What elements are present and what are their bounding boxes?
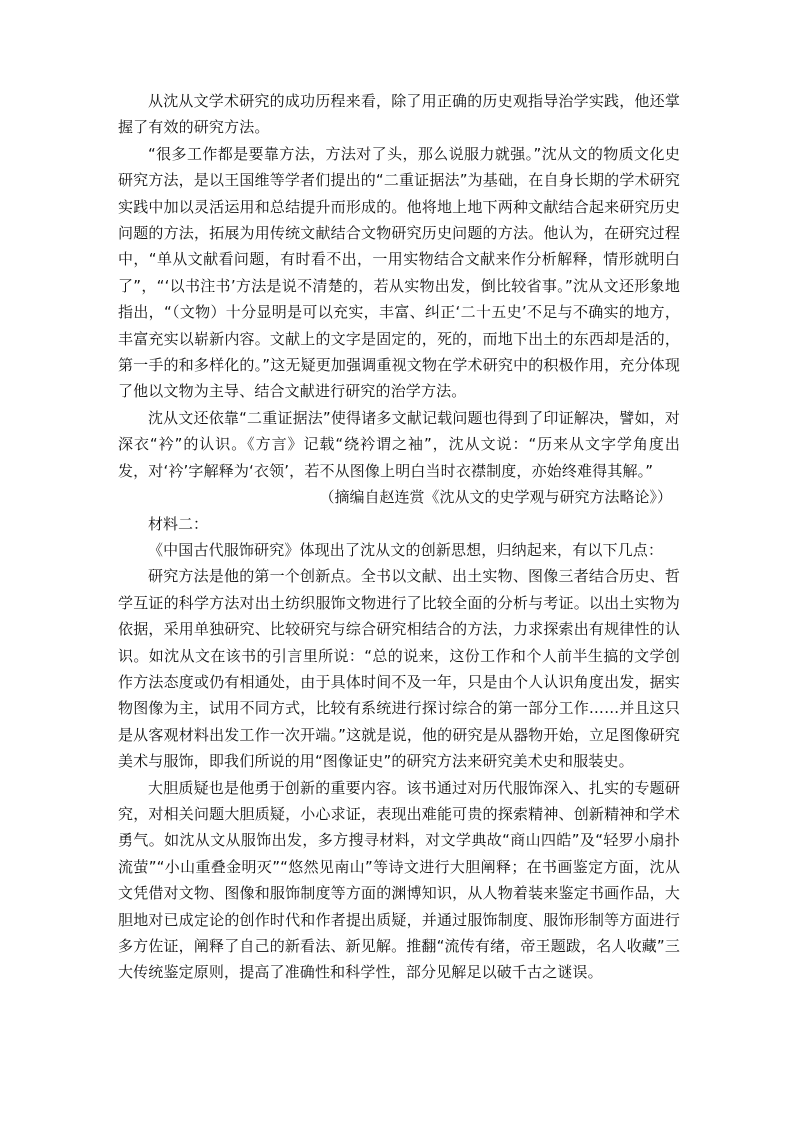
paragraph-dual-evidence-example: 沈从文还依靠“二重证据法”使得诸多文献记载问题也得到了印证解决，譬如，对深衣“衿”的认识。《方言》记载“绕衿谓之袖”，沈从文说：“历来从文字学角度出发，对‘衿’字解释为‘衣领’，若不从图像上明白当时衣襟制度，亦始终难得其解。”	[118, 408, 680, 480]
material-two-heading: 材料二：	[148, 514, 209, 533]
paragraph-dual-evidence-method: “很多工作都是要靠方法，方法对了头，那么说服力就强。”沈从文的物质文化史研究方法，是以王国维等学者们提出的“二重证据法”为基础，在自身长期的学术研究实践中加以灵活运用和总结提升而形成的。他将地上地下两种文献结合起来研究历史问题的方法，拓展为用传统文献结合文物研究历史问题的方法。他认为，在研究过程中，“单从文献看问题，有时看不出，一用实物结合文献来作分析解释，情形就明白了”，“‘以书注书’方法是说不清楚的，若从实物出发，倒比较省事。”沈从文还形象地指出，“（文物）十分显明是可以充实，丰富、纠正‘二十五史’不足与不确实的地方，丰富充实以崭新内容。文献上的文字是固定的，死的，而地下出土的东西却是活的，第一手的和多样化的。”这无疑更加强调重视文物在学术研究中的积极作用，充分体现了他以文物为主导、结合文献进行研究的治学方法。	[118, 144, 680, 401]
paragraph-method-intro: 从沈从文学术研究的成功历程来看，除了用正确的历史观指导治学实践，他还掌握了有效的研究方法。	[118, 92, 680, 137]
paragraph-research-method-innovation: 研究方法是他的第一个创新点。全书以文献、出土实物、图像三者结合历史、哲学互证的科学方法对出土纺织服饰文物进行了比较全面的分析与考证。以出土实物为依据，采用单独研究、比较研究与综合研究相结合的方法，力求探索出有规律性的认识。如沈从文在该书的引言里所说：“总的说来，这份工作和个人前半生搞的文学创作方法态度或仍有相通处，由于具体时间不及一年，只是由个人认识角度出发，据实物图像为主，试用不同方式，比较有系统进行探讨综合的第一部分工作……并且这只是从客观材料出发工作一次开端。”这就是说，他的研究是从器物开始，立足图像研究美术与服饰，即我们所说的用“图像证史”的研究方法来研究美术史和服装史。	[118, 567, 680, 771]
paragraph-innovation-summary: 《中国古代服饰研究》体现出了沈从文的创新思想，归纳起来，有以下几点：	[148, 540, 664, 559]
document-page	[118, 88, 680, 986]
source-citation: （摘编自赵连赏《沈从文的史学观与研究方法略论》）	[319, 488, 672, 507]
paragraph-bold-questioning: 大胆质疑也是他勇于创新的重要内容。该书通过对历代服饰深入、扎实的专题研究，对相关问题大胆质疑，小心求证，表现出难能可贵的探索精神、创新精神和学术勇气。如沈从文从服饰出发，多方搜寻材料，对文学典故“商山四皓”及“轻罗小扇扑流萤”“小山重叠金明灭”“悠然见南山”等诗文进行大胆阐释；在书画鉴定方面，沈从文凭借对文物、图像和服饰制度等方面的渊博知识，从人物着装来鉴定书画作品，大胆地对已成定论的创作时代和作者提出质疑，并通过服饰制度、服饰形制等方面进行多方佐证，阐释了自己的新看法、新见解。推翻“流传有绪，帝王题跋，名人收藏”三大传统鉴定原则，提高了准确性和科学性，部分见解足以破千古之谜误。	[118, 778, 680, 982]
